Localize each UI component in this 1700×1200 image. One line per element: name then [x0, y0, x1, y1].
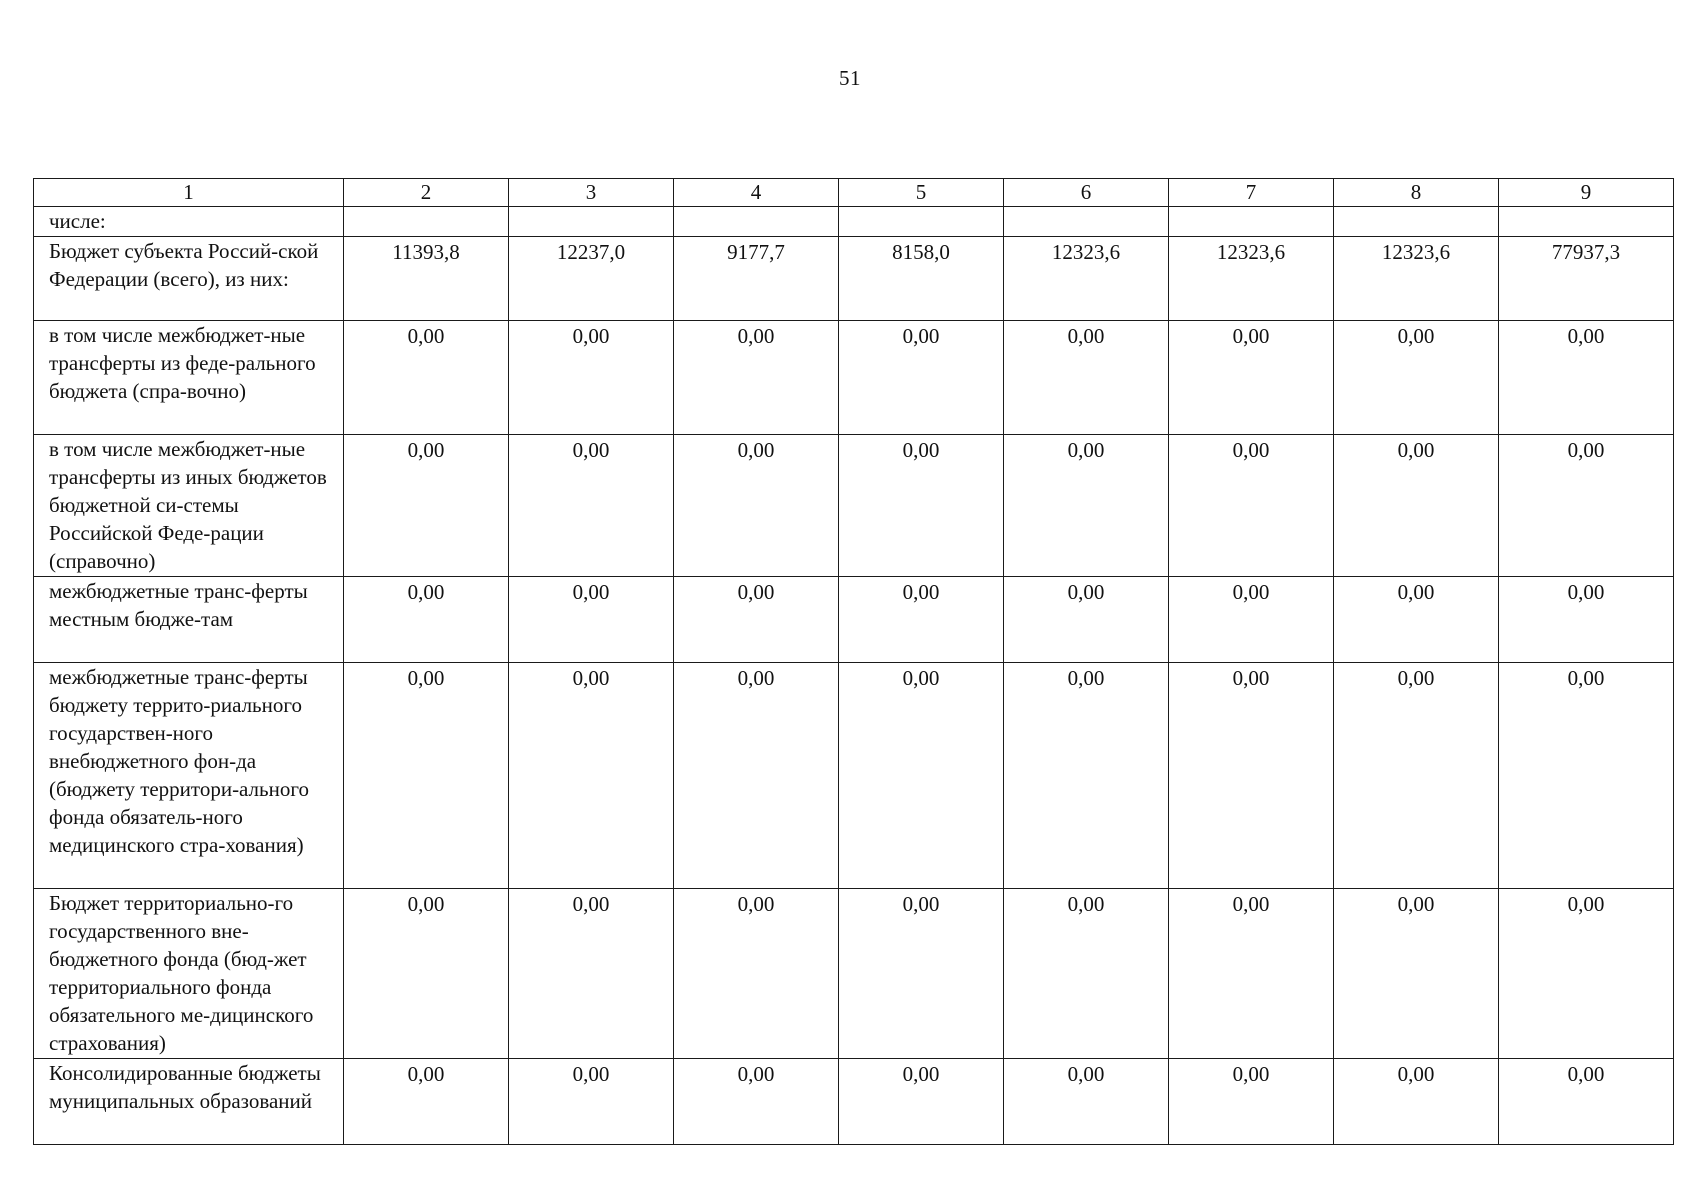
- table-cell: 0,00: [1004, 1059, 1169, 1145]
- table-row: [34, 435, 1674, 577]
- table-cell: 0,00: [1334, 663, 1499, 889]
- table-cell: [344, 207, 509, 237]
- table-cell: [1169, 207, 1334, 237]
- table-cell: [674, 207, 839, 237]
- table-cell: 0,00: [344, 1059, 509, 1145]
- table-row: [34, 889, 1674, 1059]
- row-label: в том числе межбюджет-ные трансферты из иных бюджетов бюджетной си-стемы Российской Феде-рации (справочно): [34, 435, 344, 577]
- table-cell: 0,00: [1499, 321, 1674, 435]
- table-cell: 0,00: [839, 435, 1004, 577]
- table-cell: 0,00: [1499, 663, 1674, 889]
- table-cell: [1499, 207, 1674, 237]
- column-header: 2: [344, 179, 509, 207]
- table-cell: 12237,0: [509, 237, 674, 321]
- table-cell: 0,00: [1499, 577, 1674, 663]
- table-cell: 12323,6: [1169, 237, 1334, 321]
- table-row: [34, 663, 1674, 889]
- table-cell: 0,00: [1004, 577, 1169, 663]
- table-cell: 0,00: [674, 577, 839, 663]
- table-cell: 0,00: [839, 577, 1004, 663]
- table-cell: 0,00: [509, 1059, 674, 1145]
- budget-table: [33, 178, 1674, 1145]
- table-cell: 0,00: [1334, 1059, 1499, 1145]
- table-cell: 0,00: [1499, 889, 1674, 1059]
- table-cell: 0,00: [344, 435, 509, 577]
- table-cell: 0,00: [839, 321, 1004, 435]
- table-cell: 0,00: [509, 435, 674, 577]
- table-cell: 0,00: [839, 889, 1004, 1059]
- table-cell: 0,00: [1499, 435, 1674, 577]
- table-cell: 0,00: [509, 577, 674, 663]
- table-cell: 0,00: [1169, 663, 1334, 889]
- table-cell: 0,00: [674, 889, 839, 1059]
- column-header: 7: [1169, 179, 1334, 207]
- table-cell: 0,00: [1004, 435, 1169, 577]
- row-label: Бюджет территориально-го государственного вне-бюджетного фонда (бюд-жет территориального фонда обязательного ме-дицинского страхования): [34, 889, 344, 1059]
- table-cell: 0,00: [674, 435, 839, 577]
- table-cell: [1334, 207, 1499, 237]
- row-label: межбюджетные транс-ферты бюджету террито-риального государствен-ного внебюджетного фон-да (бюджету территори-ального фонда обязатель-ного медицинского стра-хования): [34, 663, 344, 889]
- table-cell: 9177,7: [674, 237, 839, 321]
- table-row: [34, 321, 1674, 435]
- table-cell: 0,00: [1499, 1059, 1674, 1145]
- table-cell: 0,00: [1169, 435, 1334, 577]
- table-cell: 0,00: [344, 577, 509, 663]
- column-header: 6: [1004, 179, 1169, 207]
- table-cell: 0,00: [839, 1059, 1004, 1145]
- table-cell: 0,00: [674, 1059, 839, 1145]
- table-cell: 77937,3: [1499, 237, 1674, 321]
- table-cell: 0,00: [344, 889, 509, 1059]
- table-cell: 0,00: [1169, 1059, 1334, 1145]
- column-header: 1: [34, 179, 344, 207]
- table-cell: 12323,6: [1334, 237, 1499, 321]
- table-cell: 11393,8: [344, 237, 509, 321]
- table-cell: 0,00: [1169, 321, 1334, 435]
- table-cell: 0,00: [509, 663, 674, 889]
- table-cell: 0,00: [1169, 889, 1334, 1059]
- table-header-row: [34, 179, 1674, 207]
- row-label: Бюджет субъекта Россий-ской Федерации (всего), из них:: [34, 237, 344, 321]
- column-header: 8: [1334, 179, 1499, 207]
- page-number: 51: [839, 66, 861, 90]
- table-row: [34, 1059, 1674, 1145]
- row-label: числе:: [34, 207, 344, 237]
- table-cell: 12323,6: [1004, 237, 1169, 321]
- table-cell: 0,00: [1004, 663, 1169, 889]
- table-cell: 0,00: [344, 321, 509, 435]
- table-cell: 8158,0: [839, 237, 1004, 321]
- row-label: в том числе межбюджет-ные трансферты из феде-рального бюджета (спра-вочно): [34, 321, 344, 435]
- table-cell: 0,00: [344, 663, 509, 889]
- column-header: 9: [1499, 179, 1674, 207]
- table-cell: 0,00: [674, 321, 839, 435]
- column-header: 3: [509, 179, 674, 207]
- column-header: 4: [674, 179, 839, 207]
- table-cell: 0,00: [674, 663, 839, 889]
- row-label: Консолидированные бюджеты муниципальных образований: [34, 1059, 344, 1145]
- table-cell: [839, 207, 1004, 237]
- column-header: 5: [839, 179, 1004, 207]
- table-row: [34, 237, 1674, 321]
- table-cell: [509, 207, 674, 237]
- table-row: [34, 207, 1674, 237]
- table-cell: 0,00: [1004, 889, 1169, 1059]
- table-cell: 0,00: [839, 663, 1004, 889]
- table-cell: 0,00: [1004, 321, 1169, 435]
- table-cell: 0,00: [1334, 889, 1499, 1059]
- table-cell: 0,00: [1334, 577, 1499, 663]
- table-cell: 0,00: [1169, 577, 1334, 663]
- table-row: [34, 577, 1674, 663]
- table-cell: [1004, 207, 1169, 237]
- table-cell: 0,00: [509, 889, 674, 1059]
- row-label: межбюджетные транс-ферты местным бюдже-там: [34, 577, 344, 663]
- table-cell: 0,00: [509, 321, 674, 435]
- table-cell: 0,00: [1334, 435, 1499, 577]
- table-cell: 0,00: [1334, 321, 1499, 435]
